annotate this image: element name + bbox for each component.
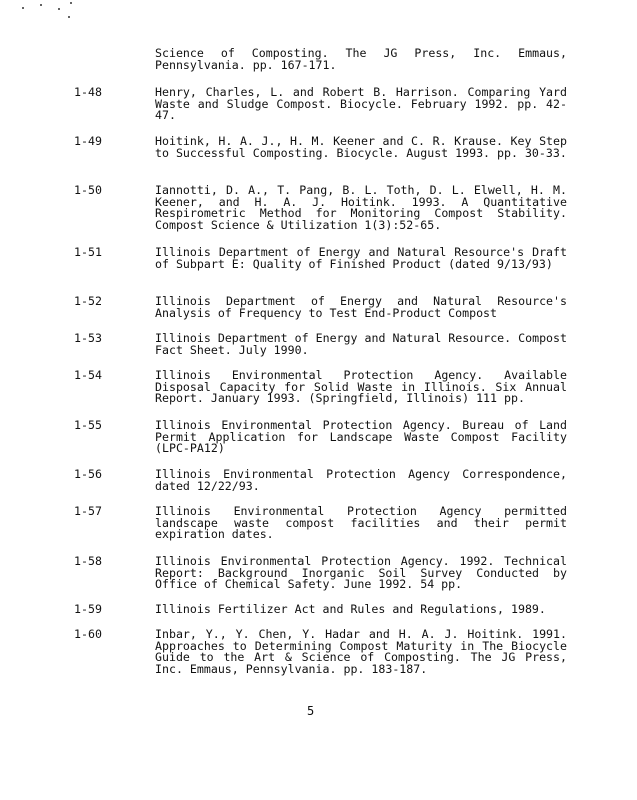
reference-number: 1-53: [74, 331, 102, 345]
reference-number: 1-58: [74, 554, 102, 568]
scan-speck: [68, 16, 70, 18]
reference-text: Illinois Environmental Protection Agency. 1992. Technical Report: Background Inorganic Soil Survey Conducted by Office of Chemical Safety. June 1992. 54 pp.: [155, 554, 567, 591]
reference-text: Inbar, Y., Y. Chen, Y. Hadar and H. A. J. Hoitink. 1991. Approaches to Determining Compost Maturity in The Biocycle Guide to the Art & Science of Composting. The JG Press, Inc. Emmaus, Pennsylvania. pp. 183-187.: [155, 627, 567, 676]
scan-speck: [22, 7, 24, 9]
reference-text: Illinois Environmental Protection Agency. Available Disposal Capacity for Solid Waste in Illinois. Six Annual Report. January 1993. (Springfield, Illinois) 111 pp.: [155, 368, 567, 405]
reference-number: 1-55: [74, 418, 102, 432]
reference-text: Hoitink, H. A. J., H. M. Keener and C. R. Krause. Key Step to Successful Composting. Biocycle. August 1993. pp. 30-33.: [155, 134, 567, 160]
reference-number: 1-50: [74, 183, 102, 197]
reference-number: 1-51: [74, 245, 102, 259]
reference-text: Iannotti, D. A., T. Pang, B. L. Toth, D. L. Elwell, H. M. Keener, and H. A. J. Hoitink. 1993. A Quantitative Respirometric Method for Monitoring Compost Stability. Compost Science & Utilization 1(3):52-65.: [155, 183, 567, 232]
reference-text: Illinois Fertilizer Act and Rules and Regulations, 1989.: [155, 602, 546, 616]
reference-text: Illinois Department of Energy and Natural Resource. Compost Fact Sheet. July 1990.: [155, 331, 567, 357]
reference-number: 1-57: [74, 504, 102, 518]
scan-speck: [58, 8, 60, 10]
scan-speck: [40, 4, 42, 6]
reference-number: 1-48: [74, 85, 102, 99]
reference-number: 1-52: [74, 294, 102, 308]
reference-text: Illinois Environmental Protection Agency. Bureau of Land Permit Application for Landscape Waste Compost Facility (LPC-PA12): [155, 418, 567, 455]
scan-speck: [70, 2, 72, 4]
reference-number: 1-59: [74, 602, 102, 616]
reference-number: 1-54: [74, 368, 102, 382]
reference-text: Illinois Department of Energy and Natural Resource's Draft of Subpart E: Quality of Finished Product (dated 9/13/93): [155, 245, 567, 271]
reference-number: 1-60: [74, 627, 102, 641]
reference-text: Illinois Environmental Protection Agency Correspondence, dated 12/22/93.: [155, 467, 567, 493]
reference-text: Illinois Environmental Protection Agency permitted landscape waste compost facilities and their permit expiration dates.: [155, 504, 567, 541]
reference-number: 1-49: [74, 134, 102, 148]
reference-text: Illinois Department of Energy and Natural Resource's Analysis of Frequency to Test End-Product Compost: [155, 294, 567, 320]
reference-number: 1-56: [74, 467, 102, 481]
page-number: 5: [307, 704, 315, 718]
continuation-text: Science of Composting. The JG Press, Inc. Emmaus, Pennsylvania. pp. 167-171.: [155, 46, 567, 72]
reference-text: Henry, Charles, L. and Robert B. Harrison. Comparing Yard Waste and Sludge Compost. Biocycle. February 1992. pp. 42-47.: [155, 85, 567, 122]
